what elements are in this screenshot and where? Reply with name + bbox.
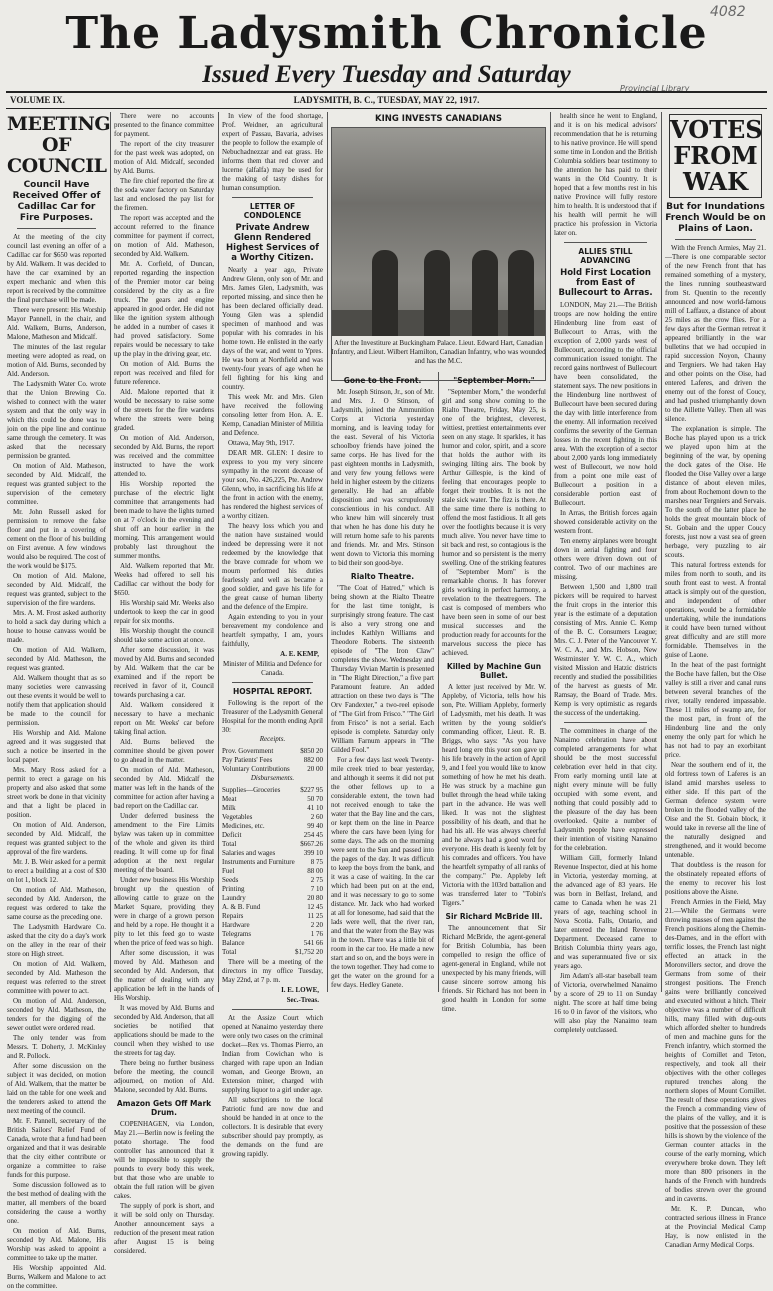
paragraph: On motion of Ald. Anderson, seconded by Ald. Burns, the report was received and the committee instructed to have the work attended to. — [114, 434, 214, 478]
killed-article-body — [442, 683, 546, 908]
photo-figure — [508, 250, 534, 340]
newspaper-title: The Ladysmith Chronicle — [65, 8, 708, 59]
ledger-amount: 2 75 — [310, 876, 323, 884]
paragraph: On motion of Ald. Anderson, seconded by Ald. Matheson, the tenders for the digging of the sewer outlet were ordered read. — [7, 997, 106, 1032]
paragraph: The Ladysmith Hardware Co. asked that the city do a day's work on the alley in the rear of their store on High street. — [7, 923, 106, 958]
hospital-signature-title: Sec.-Treas. — [286, 996, 319, 1004]
paragraph: Nearly a year ago, Private Andrew Glenn, only son of Mr. and Mrs. James Glen, Ladysmith, was reported missing, and since then he has been declared officially dead. Young Glen was a splendid specimen of manhood and was popular with his comrades in his home town. He enlisted in the early days of the war, and went to Ypres. He was born at Northfield and was twenty-four years of age when he fell fighting for his king and country. — [222, 266, 323, 391]
receipts-label: Receipts. — [259, 735, 286, 743]
assize-article-body — [222, 1014, 323, 1159]
ledger-row — [222, 813, 323, 822]
paragraph: For a few days last week Twenty-mile creek tried to bear yesterday, and although it seems it did not put the other fellows up to a considerable extent, the town had not received enough to take the water that the Bay line and the cars, or kept them on the line in Pearce where the cars have been lying for some days. The ads on the morning were sent to the Sun and passed into the pages of the day. It was difficult to keep the boys from the bank, and it was a case of waiting. In the car which had been put on at the end, and it was necessary to go to some distance. Mr. Jack who had worked at all for lonesome, had said that the lads were well, that the river ran, and that the water from the Bay was in the town. There was a little bit of room in the car too. He made a new start and so on, and the boys were in the town together. They had come to get the water on the ground for a few days. Hedley Ganete. — [331, 756, 434, 989]
paragraph: The report of the city treasurer for the past week was adopted, on motion of Ald. Midcalf, seconded by Ald. Burns. — [114, 140, 214, 175]
paragraph: That doubtless is the reason for the obstinately repeated efforts of the enemy to recover his lost positions above the Aisne. — [665, 861, 766, 896]
condolence-deck: Private Andrew Glenn Rendered Highest Services of a Worthy Citizen. — [226, 223, 319, 263]
ledger-row — [222, 795, 323, 804]
paragraph: The announcement that Sir Richard McBride, the agent-general for British Columbia, has been compelled to resign the office of agent-general in England, while not unexpected by his many friends, will cause sincere sorrow among his friends. Sir Richard has not been in good health in London for some time. — [442, 924, 546, 1013]
paragraph: Ald. Walkem considered it necessary to have a mechanic report on Mr. Weeks' car before taking final action. — [114, 701, 214, 736]
paragraph: Ald. Malone reported that it would be necessary to raise some of the streets for the fire wardens where the streets were being graded. — [114, 388, 214, 432]
paragraph: Under deferred business the amendment to the Fire Limits bylaw was taken up in committee of the whole and given its third reading. It will come up for final adoption at the next regular meeting of the board. — [114, 812, 214, 874]
divider — [564, 722, 647, 723]
paragraph: The only tender was from Messrs. T. Doherty, J. McKinley and R. Pollock. — [7, 1034, 106, 1060]
divider — [17, 228, 96, 229]
ledger-row — [222, 921, 323, 930]
paragraph: At the Assize Court which opened at Nanaimo yesterday there were only two cases on the criminal docket—Rex vs. Thomas Pierro, an Indian from Cowichan who is charged with rape upon an Indian woman, and George Brown, an Extension miner, charged with supplying liquor to a girl under age. — [222, 1014, 323, 1094]
paragraph: Mrs. A. M. Frost asked authority to hold a sack day during which a house to house canvass would be made. — [7, 609, 106, 644]
paragraph: The minutes of the last regular meeting were adopted as read, on motion of Ald. Burns, seconded by Ald. Anderson. — [7, 343, 106, 378]
ledger-row — [222, 912, 323, 921]
column-rule — [661, 112, 662, 992]
ledger-label: Total — [222, 840, 237, 848]
ledger-amount: $1,752 20 — [295, 948, 323, 956]
council-headline: MEETING OF COUNCIL — [7, 113, 111, 177]
paragraph: On motion of Ald. Walkem, seconded by Ald. Matheson the request was referred to the street committee with power to act. — [7, 960, 106, 995]
ledger-amount: 99 40 — [307, 822, 323, 830]
paragraph: The supply of pork is short, and it will be sold only on Thursday. Another announcement says a reduction of the present meat ration after August 15 is being considered. — [114, 1202, 214, 1255]
allies-article-body — [554, 301, 657, 718]
paragraph: There were no accounts presented to the finance committee for payment. — [114, 112, 214, 138]
paragraph: Some discussion followed as to the best method of dealing with the matter, all members of the board considering the cause a worthy one. — [7, 1181, 106, 1225]
paragraph: The report was accepted and the account referred to the finance committee for payment if correct, on motion of Ald. Matheson, seconded by Ald. Walkem. — [114, 214, 214, 258]
september-article-body — [442, 388, 546, 658]
hospital-signature-name: I. E. LOWE, — [281, 986, 319, 994]
paragraph: Mr. F. Pannell, secretary of the British Sailors' Relief Fund of Canada, wrote that a fund had been organized and that it was desirable that the city either contribute or organize a committee to raise funds for this purpose. — [7, 1117, 106, 1179]
photo-caption: After the Investiture at Buckingham Palace. Lieut. Edward Hart, Canadian Infantry, and Lieut. Wilbert Hamilton, Canadian Infantry, who was wounded and has the M.C. — [331, 339, 546, 365]
mcbride-article-body — [442, 924, 546, 1014]
ledger-row — [222, 930, 323, 939]
masthead — [0, 8, 773, 90]
paragraph: All subscriptions to the local Patriotic fund are now due and should be handed in at once to the collectors. It is desirable that every subscriber should pay promptly, as the demands on the fund are growing rapidly. — [222, 1096, 323, 1158]
votes-headline: VOTES FROM WAK — [670, 115, 763, 196]
ledger-row — [222, 786, 323, 795]
paragraph: Mr. J. B. Weir asked for a permit to erect a building at a cost of $30 on lot 1, block 12. — [7, 858, 106, 884]
paragraph: On motion of Ald. Matheson, seconded by Ald. Anderson, the request was ordered to take the same course as the preceding one. — [7, 886, 106, 921]
column-rule — [327, 112, 328, 992]
paragraph: His Worship appointed Ald. Burns, Walkem and Malone to act on the committee. — [7, 1264, 106, 1290]
ledger-amount: 2 20 — [310, 921, 323, 929]
ledger-amount: 254 45 — [303, 831, 323, 839]
ledger-label: Seeds — [222, 876, 239, 884]
paragraph: It was moved by Ald. Burns and seconded by Ald. Anderson, that all societies be notified that applications should be made to the council when they wished to use the streets for tag day. — [114, 1004, 214, 1057]
paragraph: Again extending to you in your bereavement my condolence and heartfelt sympathy, I am, yours faithfully, — [222, 613, 323, 648]
ledger-label: Fuel — [222, 867, 235, 875]
ledger-row — [222, 840, 323, 849]
condolence-signature-title: Minister of Militia and Defence for Canada. — [223, 660, 322, 677]
paragraph: Between 1,500 and 1,800 trail pickers will be required to harvest the fruit crops in the interior this year is the estimate of a deputation consisting of Mrs. Annie C. Kemp of the B. C. Consumers League; Mrs. C. J. Peter of the Vancouver Y. W. C. A., and Mrs. Hobson, New Westminster Y. W. C. A., which visited Mission and Hatzic districts recently and studied the possibilities of the harvest as guests of Mr. Ramsay, the Board of Trade. Mrs. Kemp is very optimistic as regards the success of the undertaking. — [554, 583, 657, 717]
divider — [232, 682, 313, 683]
paragraph: Mr. Joseph Stinson, Jr., son of Mr. and Mrs. J. O Stinson, of Ladysmith, joined the Ammunition Corps at Victoria yesterday morning, and is leaving today for the east. Several of his Victoria schoolboy friends have joined the same corps. He has lived for the past eighteen months in Ladysmith, and very few young fellows were held in higher esteem by the citizens generally. He had an affable disposition and was scrupulously conscientious in his conduct. All who knew him will sincerely trust that when he has done his duty he will return home safe to his parents and friends. Mr. and Mrs. Stinson went down to Victoria this morning to bid their son good-bye. — [331, 388, 434, 567]
paragraph: health since he went to England, and it is on his medical advisors' recommendation that he is returning to his native province. He will spend some time in London and the British Columbia soldiers bear testimony to the attention he has paid to their wants in the Old Country. It is hoped that a few months rest in his native Province will fully restore him to health. It is understood that if his health will permit he will practice his profession in Victoria later on. — [554, 112, 657, 237]
paragraph: At the meeting of the city council last evening an offer of a Cadillac car for $650 was reported by Ald. Walkem. It was decided to have the car examined by an expert mechanic and when this report is received by the committee the final purchase will be made. — [7, 233, 106, 304]
ledger-amount: $850 20 — [300, 747, 323, 755]
ledger-amount: 882 00 — [303, 756, 323, 764]
front-headline: Gone to the Front. — [343, 376, 422, 385]
ledger-row — [222, 831, 323, 840]
ledger-label: Balance — [222, 939, 245, 947]
ledger-label: Voluntary Contributions — [222, 765, 290, 773]
condolence-headline: LETTER OF CONDOLENCE — [243, 202, 302, 220]
paragraph: Jim Adam's all-star baseball team of Victoria, overwhelmed Nanaimo by a score of 29 to 11 on Sunday night. The score at half time being 16 to 0 in favor of the visitors, who will also play the Nanaimo team completely outclassed. — [554, 972, 657, 1034]
paragraph: The fire chief reported the fire at the soda water factory on Saturday last and enclosed the pay list for the firemen. — [114, 177, 214, 212]
food-article-body — [222, 112, 323, 193]
paragraph: Under new business His Worship brought up the question of allowing cattle to graze on the Market Square, providing they were in charge of a grown person and held by a rope. He thought it a pity to let this feed go to waste when the price of feed was so high. — [114, 876, 214, 947]
paragraph: French Armies in the Field, May 21.—While the Germans were throwing masses of men against the French positions along the Chemin-des-Dames, and in the effort with terrific losses, the French last night effected an attack in the Moronvillers sector, and drove the Germans from some of their strongest positions. The French gains were brilliantly conceived and executed without a hitch. Their objective was a number of difficult hills, many filled with dug-outs which afforded shelter to hundreds of men and machine guns for the French infantry, which stormed the heights of Cornillet and Teton, respectively, and took all their objectives with the other colleges ruptured trenches along the northern slopes of Mount Cornillet. The result of these operations gives the French a commanding view of the plains of the valley, and it is positive that the possession of these hills is shown by the violence of the German counter attacks in the course of the early morning, which everywhere broke down. They left more than 800 prisoners in the hands of the French with hundreds of bodies strewn over the ground and in caverns. — [665, 898, 766, 1203]
newspaper-subtitle: Issued Every Tuesday and Saturday — [202, 61, 571, 88]
ledger-amount: 11 25 — [307, 912, 323, 920]
paragraph: LONDON, May 21.—The British troops are now holding the entire Hindenburg line from east of Bullecourt to Arras, with the exception of 2,000 yards west of Bullecourt, according to the official communication issued tonight. The record gains northwest of Bullecourt have been consolidated, the statement says. The new positions in the Hindenburg line northwest of Bullecourt have been secured during the day with little interference from the enemy. All information received confirms the severity of the German losses in the recent fighting in this area. With the exception of a sector about 2,000 yards long immediately west of Bullecourt, we now hold from a point one mile east of Bullecourt a position in a considerable portion east of Bullecourt. — [554, 301, 657, 507]
ledger-amount: 50 70 — [307, 795, 323, 803]
paragraph: On motion of Ald. Matheson, seconded by Ald. Midcalf the matter was left in the hands of the committee for action after having a bad report on the Cadillac car. — [114, 766, 214, 810]
issue-date: LADYSMITH, B. C., TUESDAY, MAY 22, 1917. — [293, 95, 480, 105]
ledger-label: Milk — [222, 804, 236, 812]
receipts-table — [222, 747, 323, 774]
council-article-body — [7, 233, 106, 1291]
paragraph: Mr. A. Corfield, of Duncan, reported regarding the inspection of the Premier motor car being considered by the city as a fire truck. The gears and engine appeared in good order. He did not like the ignition system although he added in a number of cases it had proved satisfactory. Some repairs would be necessary to take up the play in the driving gear, etc. — [114, 260, 214, 358]
paragraph: Mr. K. P. Duncan, who contracted serious illness in France at the Provincial Medical Camp Hay, is now enlisted in the Canadian Army Medical Corps. — [665, 1205, 766, 1249]
paragraph: Ald. Burns believed the committee should be given power to go ahead in the matter. — [114, 738, 214, 764]
paragraph: Mr. John Russell asked for permission to remove the false floor and put in a covering of cement on the floor of his building on First avenue. A few windows would also be required. The cost of the work would be $175. — [7, 508, 106, 570]
paragraph: The explanation is simple. The Boche has played upon us a trick we played upon him at the beginning of the war, by opening the dock gates of the Oise. He flooded the Oise Valley over a large distance of about eleven miles, from about Rochemont down to the marshes near Tergniers and Servais. To the south of the latter place he holds the great mountain block of St. Gobain and the upper Coucy forests, just now a vast sea of green herbage, very puzzling to air scouts. — [665, 425, 766, 559]
ledger-label: Total — [222, 948, 237, 956]
paragraph: DEAR MR. GLEN: I desire to express to you my very sincere sympathy in the recent decease of your son, No. 426,225, Pte. Andrew Glenn, who, in sacrificing his life at the front in action with the enemy, has rendered the highest services of a worthy citizen. — [222, 449, 323, 520]
divider — [675, 239, 756, 240]
paragraph: Ald. Walkem reported that Mr. Weeks had offered to sell his Cadillac car without the body for $650. — [114, 562, 214, 597]
ledger-amount: 12 45 — [307, 903, 323, 911]
council-deck: Council Have Received Offer of Cadillac Car for Fire Purposes. — [12, 180, 101, 223]
column-rule — [550, 112, 551, 992]
ledger-row — [222, 849, 323, 858]
front-article-body — [331, 388, 434, 568]
paragraph: There being no further business before the meeting, the council adjourned, on motion of Ald. Malone, seconded by Ald. Burns. — [114, 1059, 214, 1094]
hospital-note: There will be a meeting of the directors in my office Tuesday, May 22nd, at 7 p. m. — [222, 958, 323, 984]
column-7 — [665, 112, 766, 1249]
potato-article-body — [114, 1120, 214, 1256]
paragraph: After some discussion, it was moved by Ald. Matheson and seconded by Ald. Anderson, that the matter of dealing with any application be left in the hands of His Worship. — [114, 949, 214, 1002]
ledger-amount: 1 76 — [310, 930, 323, 938]
paragraph: A letter just received by Mr. W. Appleby, of Victoria, tells how his son, Pte. William Appleby, formerly of Ladysmith, met his death. It was written by the young soldier's commanding officer, Lieut. R. B. Briggs, who says: "As you have heard long ere this your son gave up his life bravely in the action of April 9, and I feel you would like to know something of how he met his death. He was struck by a machine gun bullet through the head while taking part in the advance. He was well liked. It was not the slightest possibility of his death, and that he had his all. He was always cheerful and he always had a good word for everyone. His death is keenly felt by his comrades and officers. You have the heartfelt sympathy of all ranks of the company." Pte. Appleby left Victoria with the 103rd battalion and was transferred later to "Tobin's Tigers." — [442, 683, 546, 907]
divider — [232, 1009, 313, 1010]
mcbride-article-continued — [554, 112, 657, 238]
ledger-amount: 399 10 — [303, 849, 323, 857]
disbursements-table — [222, 786, 323, 957]
ledger-amount: 20 80 — [307, 894, 323, 902]
paragraph: In the heat of the past fortnight the Boche have fallen, but the Oise valley is still a river and canal runs between several branches of the river, totally rendered impassable. These 11 miles of swamp are, for the most part, in front of the Hindenburg line and the only enemy the only part for which he has not had to pay an exorbitant price. — [665, 661, 766, 759]
photo-figure — [472, 250, 498, 340]
votes-deck: But for Inundations French Would be on Plains of Laon. — [665, 202, 766, 234]
paragraph: Ottawa, May 9th, 1917. — [228, 439, 295, 447]
column-3 — [222, 112, 323, 1158]
photo-caption-block — [331, 339, 546, 369]
local-briefs-body — [554, 727, 657, 1035]
paragraph: This natural fortress extends for miles from north to south, and its south front east to west. A frontal attack is simply out of the question, and independent of other operations, would be a formidable undertaking, while the inundations it could have been turned without great difficulty and are still more formidable. Themselves in the guise of Laone. — [665, 561, 766, 659]
ledger-row — [222, 858, 323, 867]
ledger-label: Hardware — [222, 921, 250, 929]
ledger-label: Salaries and wages — [222, 849, 276, 857]
ledger-label: Prov. Government — [222, 747, 274, 755]
ledger-amount: $667.26 — [300, 840, 323, 848]
paragraph: His Worship said Mr. Weeks also undertook to keep the car in good repair for six months. — [114, 599, 214, 625]
votes-article-body — [665, 244, 766, 1250]
paragraph: "September Morn," the wonderful girl and song show coming to the Rialto Theatre, Friday, May 25, is one of the brightest, cleverest, wittiest, prettiest entertainments ever seen on any stage. It sparkles, it has humor and color, spirit, and a score that holds the author with its swinging lilting airs. The book by Arthur Gillespie, is the kind of feeling that encourages people to forget their troubles. It is not the stale sick water. The fizz is there. At the same time there is nothing to offend the most fastidious. It all gets over the footlights because it is very much alive. You never have time to sit back and rest, so contagious is the humor and so persistent is the merry swelling. One of the striking features of "September Morn" is the remarkable chorus. It has forever girls working in perfect harmony, a revelation to the theatregoers. The cast is composed of members who have been seen in some of our best musical successes and the production ready for accounts for the marvelous success the piece has achieved. — [442, 388, 546, 657]
paragraph: On motion of Ald. Malone, seconded by Ald. Midcalf, the request was granted, subject to the supervision of the fire wardens. — [7, 572, 106, 607]
hospital-headline: HOSPITAL REPORT. — [232, 687, 313, 696]
ledger-amount: 88 00 — [307, 867, 323, 875]
ledger-label: Deficit — [222, 831, 242, 839]
paragraph: After some discussion, it was moved by Ald. Burns and seconded by Ald. Walkem that the car be examined and if the report be received in favor of it, Council towards purchasing a car. — [114, 646, 214, 699]
ledger-label: Printing — [222, 885, 245, 893]
photo-figure — [372, 250, 398, 340]
paragraph: The Ladysmith Water Co. wrote that the Union Brewing Co. wished to connect with the water system and that the only way in which this could be done was to join on the pipe line and continue same through the cemetery. It was asked that the necessary permission be granted. — [7, 380, 106, 460]
condolence-article-body — [222, 266, 323, 649]
pencil-annotation: Provincial Library — [620, 84, 690, 93]
dateline-bar — [6, 91, 767, 109]
ledger-label: Instruments and Furniture — [222, 858, 295, 866]
divider — [232, 197, 313, 198]
potato-headline: Amazon Gets Off Mark Drum. — [116, 1099, 212, 1117]
paragraph: On motion of Ald. Burns the report was received and filed for future reference. — [114, 360, 214, 386]
paragraph: The heavy loss which you and the nation have sustained would indeed be depressing were it not redeemed by the knowledge that the brave comrade for whom we mourn performed his duties fearlessly and well as became a good soldier, and gave his life for the great cause of human liberty and the defence of the Empire. — [222, 522, 323, 611]
paragraph: On motion of Ald. Burns, seconded by Ald. Malone, His Worship was asked to appoint a committee to take up the matter. — [7, 1227, 106, 1262]
pencil-number: 4082 — [710, 4, 746, 20]
rialto-headline: Rialto Theatre. — [350, 572, 415, 581]
ledger-row — [222, 948, 323, 957]
photo-figure — [424, 250, 450, 340]
ledger-label: Repairs — [222, 912, 244, 920]
paragraph: On motion of Ald. Walkem, seconded by Ald. Matheson, the request was granted. — [7, 646, 106, 672]
volume-number: VOLUME IX. — [10, 95, 65, 105]
column-1 — [7, 112, 111, 1290]
column-5 — [442, 372, 546, 1013]
ledger-row — [222, 885, 323, 894]
ledger-amount: 8 75 — [310, 858, 323, 866]
condolence-signature-name: A. E. KEMP, — [280, 650, 319, 658]
paragraph: This week Mr. and Mrs. Glen have received the following consoling letter from Hon. A. E. Kemp, Canadian Minister of Militia and Defence. — [222, 393, 323, 437]
column-rule — [218, 112, 219, 992]
column-rule — [110, 112, 111, 992]
ledger-amount: 7 10 — [310, 885, 323, 893]
september-headline: "September Morn." — [453, 376, 535, 385]
ledger-amount: $227 95 — [300, 786, 323, 794]
paragraph: COPENHAGEN, via London, May 21.—Berlin now is feeling the potato shortage. The food controller has announced that it will be impossible to supply the pounds to every body this week, but that those who are unable to obtain the full ration will be given cakes. — [114, 1120, 214, 1200]
paragraph: With the French Armies, May 21.—There is one comparable sector of the new French front that has remained something of a mystery, the lines running southeastward from St. Quentin to the recently announced and now world-famous mill of Laffaux, a distance of about 25 miles as the crow flies. For a few days after the German retreat it appeared brilliantly in the war bulletins that we had occupied in rapid succession Noyon, Chauny and Tergniers. We had taken Hay and other points on the Oise, had entered Laferes, and driven the enemy out of the forest of Coucy, and had pushed triumphantly down to the Aillette Valley. Then all was silence. — [665, 244, 766, 423]
hospital-intro: Following is the report of the Treasurer of the Ladysmith General Hospital for the month ending April 30: — [222, 699, 323, 734]
paragraph: His Worship thought the council should take some action at once. — [114, 627, 214, 644]
ledger-amount: 41 10 — [307, 804, 323, 812]
disbursements-label: Disbursements. — [250, 774, 295, 782]
paragraph: After some discussion on the subject it was decided, on motion of Ald. Walkem, that the matter be laid on the table for one week and the tenderers asked to attend the next meeting of the council. — [7, 1062, 106, 1115]
ledger-row — [222, 894, 323, 903]
ledger-amount: 20 00 — [307, 765, 323, 773]
ledger-label: Vegetables — [222, 813, 253, 821]
paragraph: Mrs. Mary Ross asked for a permit to erect a garage on his property and also asked that some street work be done in that vicinity and that a light be placed in position. — [7, 766, 106, 819]
ledger-label: Pay Patients' Fees — [222, 756, 273, 764]
ledger-label: Laundry — [222, 894, 246, 902]
ledger-label: Supplies—Groceries — [222, 786, 281, 794]
ledger-row — [222, 867, 323, 876]
ledger-label: Medicines, etc. — [222, 822, 265, 830]
ledger-label: Meat — [222, 795, 237, 803]
column-4 — [331, 372, 434, 994]
killed-headline: Killed by Machine Gun Bullet. — [446, 662, 542, 680]
ledger-row — [222, 939, 323, 948]
column-2 — [114, 112, 214, 1255]
paragraph: On motion of Ald. Anderson, seconded by Ald. Midcalf, the request was granted subject to the approval of the fire wardens. — [7, 821, 106, 856]
ledger-row — [222, 765, 323, 774]
paragraph: William Gill, formerly Inland Revenue Inspector, died at his home in Victoria, yesterday morning, at the advanced age of 83 years. He was born in Belfast, Ireland, and came to Canada when he was 21 years of age, teaching school in Nova Scotia. Falls, Ontario, and later entered the Inland Revenue Department. Deceased came to British Columbia thirty years ago, and was superannuated five or six years ago. — [554, 854, 657, 970]
paragraph: In Arras, the British forces again showed considerable activity on the western front. — [554, 509, 657, 535]
ledger-row — [222, 804, 323, 813]
rialto-article-body — [331, 584, 434, 990]
ledger-amount: 541 66 — [303, 939, 323, 947]
paragraph: Ten enemy airplanes were brought down in aerial fighting and four others were driven down out of control. Two of our machines are missing. — [554, 537, 657, 581]
paragraph: On motion of Ald. Matheson, seconded by Ald. Midcalf, the request was granted subject to the supervision of the cemetery committee. — [7, 462, 106, 506]
column-rule — [438, 372, 439, 992]
paragraph: Ald. Walkem thought that as so many societies were canvassing out these events it would be well to notify them that application should be made to the council for permission. — [7, 674, 106, 727]
paragraph: "The Coat of Hatred," which is being shown at the Rialto Theatre for the last time tonight, is surprisingly strong feature. The cast is also a very strong one and includes Kathlyn Williams and Theodore Roberts. The sixteenth episode of "The Iron Claw" completes the show. Wednesday and Thursday Vivian Martin is presented in "The Right Direction," a five part Paramount feature. An added attraction on these two days is "The Orv Fandexter," a two-reel episode of "The Girl from Frisco." "The Girl from Frisco" is not a serial. Each episode is complete. Saturday only William Farnum appears in "The Gilded Fool." — [331, 584, 434, 754]
paragraph: There were present: His Worship Mayor Pannell, in the chair, and Ald. Walkem, Burns, Anderson, Malone, Matheson and Midcalf. — [7, 306, 106, 341]
ledger-row — [222, 756, 323, 765]
ledger-row — [222, 747, 323, 756]
ledger-row — [222, 822, 323, 831]
mcbride-headline: Sir Richard McBride Ill. — [445, 912, 543, 921]
paragraph: His Worship reported the purchase of the electric light committee that arrangements had been made to have the lights turned on at 7 o'clock in the evening and shut off an hour earlier in the morning. This arrangement would probably last throughout the summer months. — [114, 480, 214, 560]
allies-deck: Hold First Location from East of Bullecourt to Arras. — [558, 268, 653, 298]
ledger-label: Telegrams — [222, 930, 252, 938]
king-invests-headline: KING INVESTS CANADIANS — [374, 114, 502, 124]
paragraph: His Worship and Ald. Malone agreed and it was suggested that such a notice be inserted in the local paper. — [7, 729, 106, 764]
allies-headline: ALLIES STILL ADVANCING — [578, 247, 633, 265]
paragraph: The committees in charge of the Nanaimo celebration have about completed arrangements for what should be the most successful celebration ever held in that city. From early morning until late at night every minute will be fully occupied with some event, and nothing that could possibly add to the pleasure of the day has been overlooked. Quite a number of Ladysmith people have expressed their intention of visiting Nanaimo for the celebration. — [554, 727, 657, 852]
photo-section — [331, 112, 546, 372]
ledger-row — [222, 903, 323, 912]
ledger-label: A. & B. Fund — [222, 903, 261, 911]
ledger-amount: 2 60 — [310, 813, 323, 821]
divider — [564, 242, 647, 243]
council-article-continued — [114, 112, 214, 1095]
paragraph: Near the southern end of it, the old fortress town of Laferes is an island amid marshes useless to either side. If this part of the German defence system were broken in the flooded valley of the Oise and the St. Gobain block, it would take in reverse all the line of the naturally designed and strengthened, and it would become untenable. — [665, 761, 766, 859]
ledger-row — [222, 876, 323, 885]
column-6 — [554, 112, 657, 1034]
paragraph: In view of the food shortage, Prof. Weidner, an agricultural expert of Passau, Bavaria, advises the people to follow the example of Nebuchadnezzar and eat grass. He informs them that red clover and lucerne (alfalfa) may be used for the making of tasty dishes for human consumption. — [222, 112, 323, 192]
